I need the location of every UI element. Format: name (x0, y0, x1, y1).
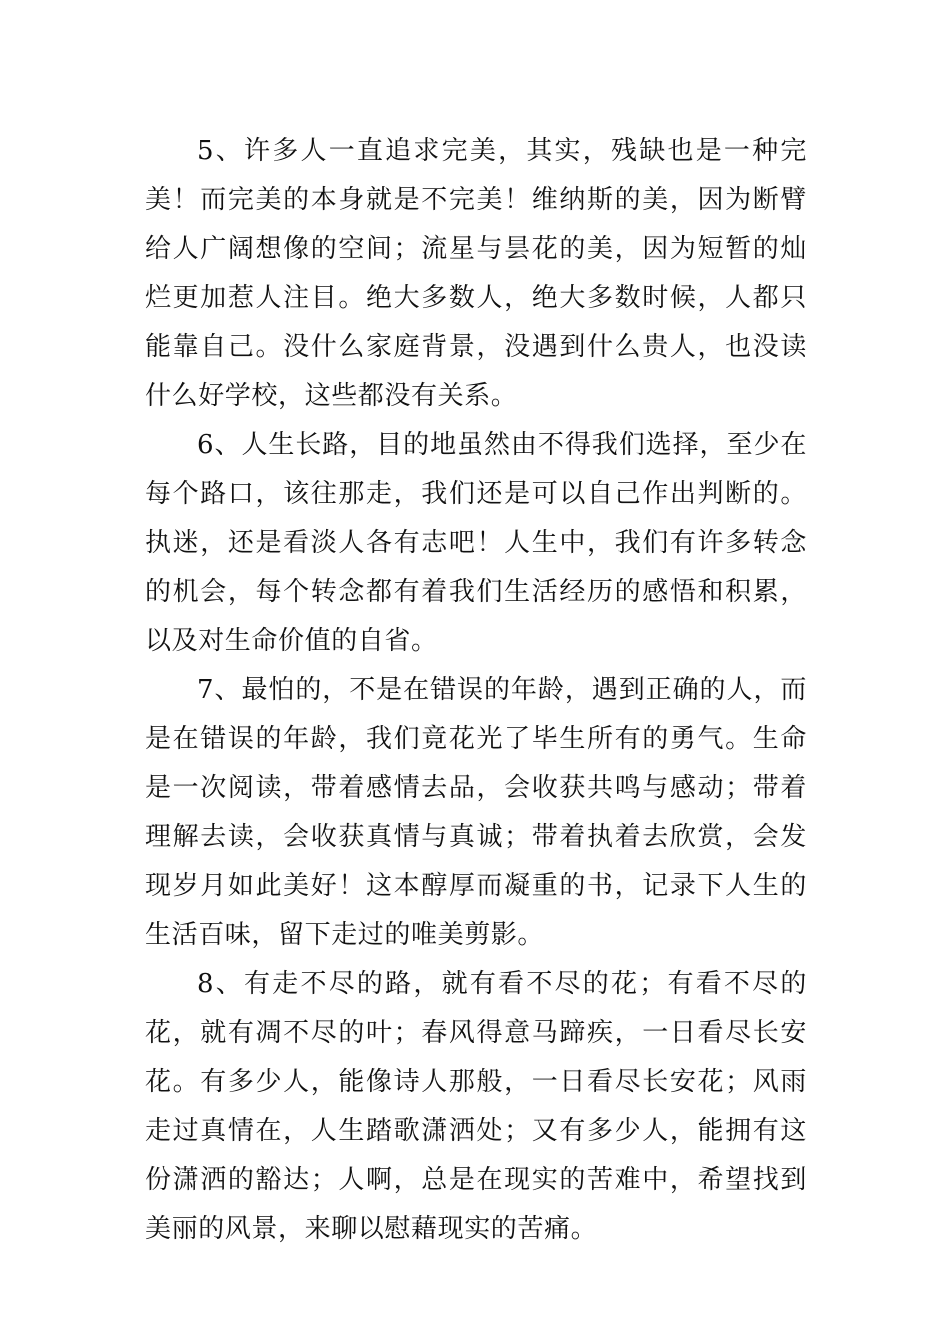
document-body (145, 127, 807, 1254)
paragraph-7: 7、最怕的，不是在错误的年龄，遇到正确的人，而是在错误的年龄，我们竟花光了毕生所有的勇气。生命是一次阅读，带着感情去品，会收获共鸣与感动；带着理解去读，会收获真情与真诚；带着执着去欣赏，会发现岁月如此美好！这本醇厚而凝重的书，记录下人生的生活百味，留下走过的唯美剪影。 (145, 675, 807, 950)
paragraph-8: 8、有走不尽的路，就有看不尽的花；有看不尽的花，就有凋不尽的叶；春风得意马蹄疾，一日看尽长安花。有多少人，能像诗人那般，一日看尽长安花；风雨走过真情在，人生踏歌潇洒处；又有多少人，能拥有这份潇洒的豁达；人啊，总是在现实的苦难中，希望找到美丽的风景，来聊以慰藉现实的苦痛。 (145, 969, 807, 1244)
paragraph-6: 6、人生长路，目的地虽然由不得我们选择，至少在每个路口，该往那走，我们还是可以自己作出判断的。执迷，还是看淡人各有志吧！人生中，我们有许多转念的机会，每个转念都有着我们生活经历的感悟和积累，以及对生命价值的自省。 (145, 430, 807, 656)
paragraph-5: 5、许多人一直追求完美，其实，残缺也是一种完美！而完美的本身就是不完美！维纳斯的美，因为断臂给人广阔想像的空间；流星与昙花的美，因为短暂的灿烂更加惹人注目。绝大多数人，绝大多数时候，人都只能靠自己。没什么家庭背景，没遇到什么贵人，也没读什么好学校，这些都没有关系。 (145, 136, 807, 411)
